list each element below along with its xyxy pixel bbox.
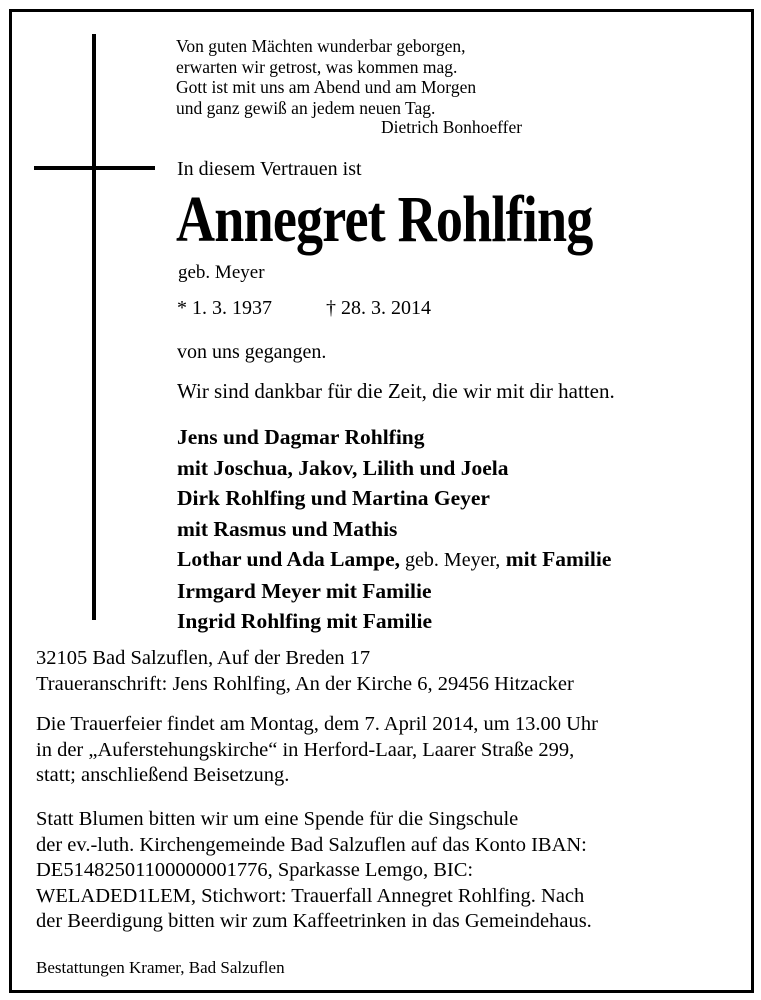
poem-line: und ganz gewiß an jedem neuen Tag. [176,97,436,118]
birth-date: * 1. 3. 1937 [177,297,272,319]
poem-line: erwarten wir getrost, was kommen mag. [176,56,458,77]
undertaker: Bestattungen Kramer, Bad Salzuflen [36,958,285,977]
donation-line: Statt Blumen bitten wir um eine Spende für die Singschule [36,808,519,830]
deceased-name: Annegret Rohlfing [176,183,593,256]
donation-block [36,807,592,935]
maiden-name: geb. Meyer [178,262,265,283]
gone-text: von uns gegangen. [177,341,327,363]
ceremony-line: in der „Auferstehungskirche“ in Herford-Laar, Laarer Straße 299, [36,738,575,761]
family-line: Jens und Dagmar Rohlfing [177,425,425,449]
family-line: mit Joschua, Jakov, Lilith und Joela [177,455,509,480]
poem [176,36,476,118]
family-line-suffix: mit Familie [500,547,612,571]
family-line: Ingrid Rohlfing mit Familie [177,609,433,633]
poem-line: Gott ist mit uns am Abend und am Morgen [176,77,477,97]
cross-icon-vertical [92,34,96,620]
family-line: mit Rasmus und Mathis [177,516,398,541]
intro-text: In diesem Vertrauen ist [177,158,362,180]
donation-line: WELADED1LEM, Stichwort: Trauerfall Annegret Rohlfing. Nach [36,884,585,907]
thanks-text: Wir sind dankbar für die Zeit, die wir mit dir hatten. [177,379,615,403]
poem-line: Von guten Mächten wunderbar geborgen, [176,36,466,56]
donation-line: der Beerdigung bitten wir zum Kaffeetrinken in das Gemeindehaus. [36,910,592,932]
family-line-maiden: geb. Meyer, [400,549,501,571]
family-line: Irmgard Meyer mit Familie [177,578,432,603]
poem-author: Dietrich Bonhoeffer [381,117,523,137]
address-block [36,646,574,697]
family-line: Dirk Rohlfing und Martina Geyer [177,486,490,510]
donation-line: der ev.-luth. Kirchengemeinde Bad Salzuflen auf das Konto IBAN: [36,833,587,856]
cross-icon-horizontal [34,166,155,170]
ceremony-line: statt; anschließend Beisetzung. [36,764,290,786]
ceremony-block [36,712,598,789]
family-list [177,422,611,637]
family-line-name: Lothar und Ada Lampe, [177,547,401,571]
family-line [177,544,611,576]
donation-line: DE51482501100000001776, Sparkasse Lemgo, BIC: [36,859,474,881]
address-line: 32105 Bad Salzuflen, Auf der Breden 17 [36,647,371,669]
mourning-address-line: Traueranschrift: Jens Rohlfing, An der Kirche 6, 29456 Hitzacker [36,672,574,695]
ceremony-line: Die Trauerfeier findet am Montag, dem 7. April 2014, um 13.00 Uhr [36,713,598,735]
death-date: † 28. 3. 2014 [326,297,431,319]
